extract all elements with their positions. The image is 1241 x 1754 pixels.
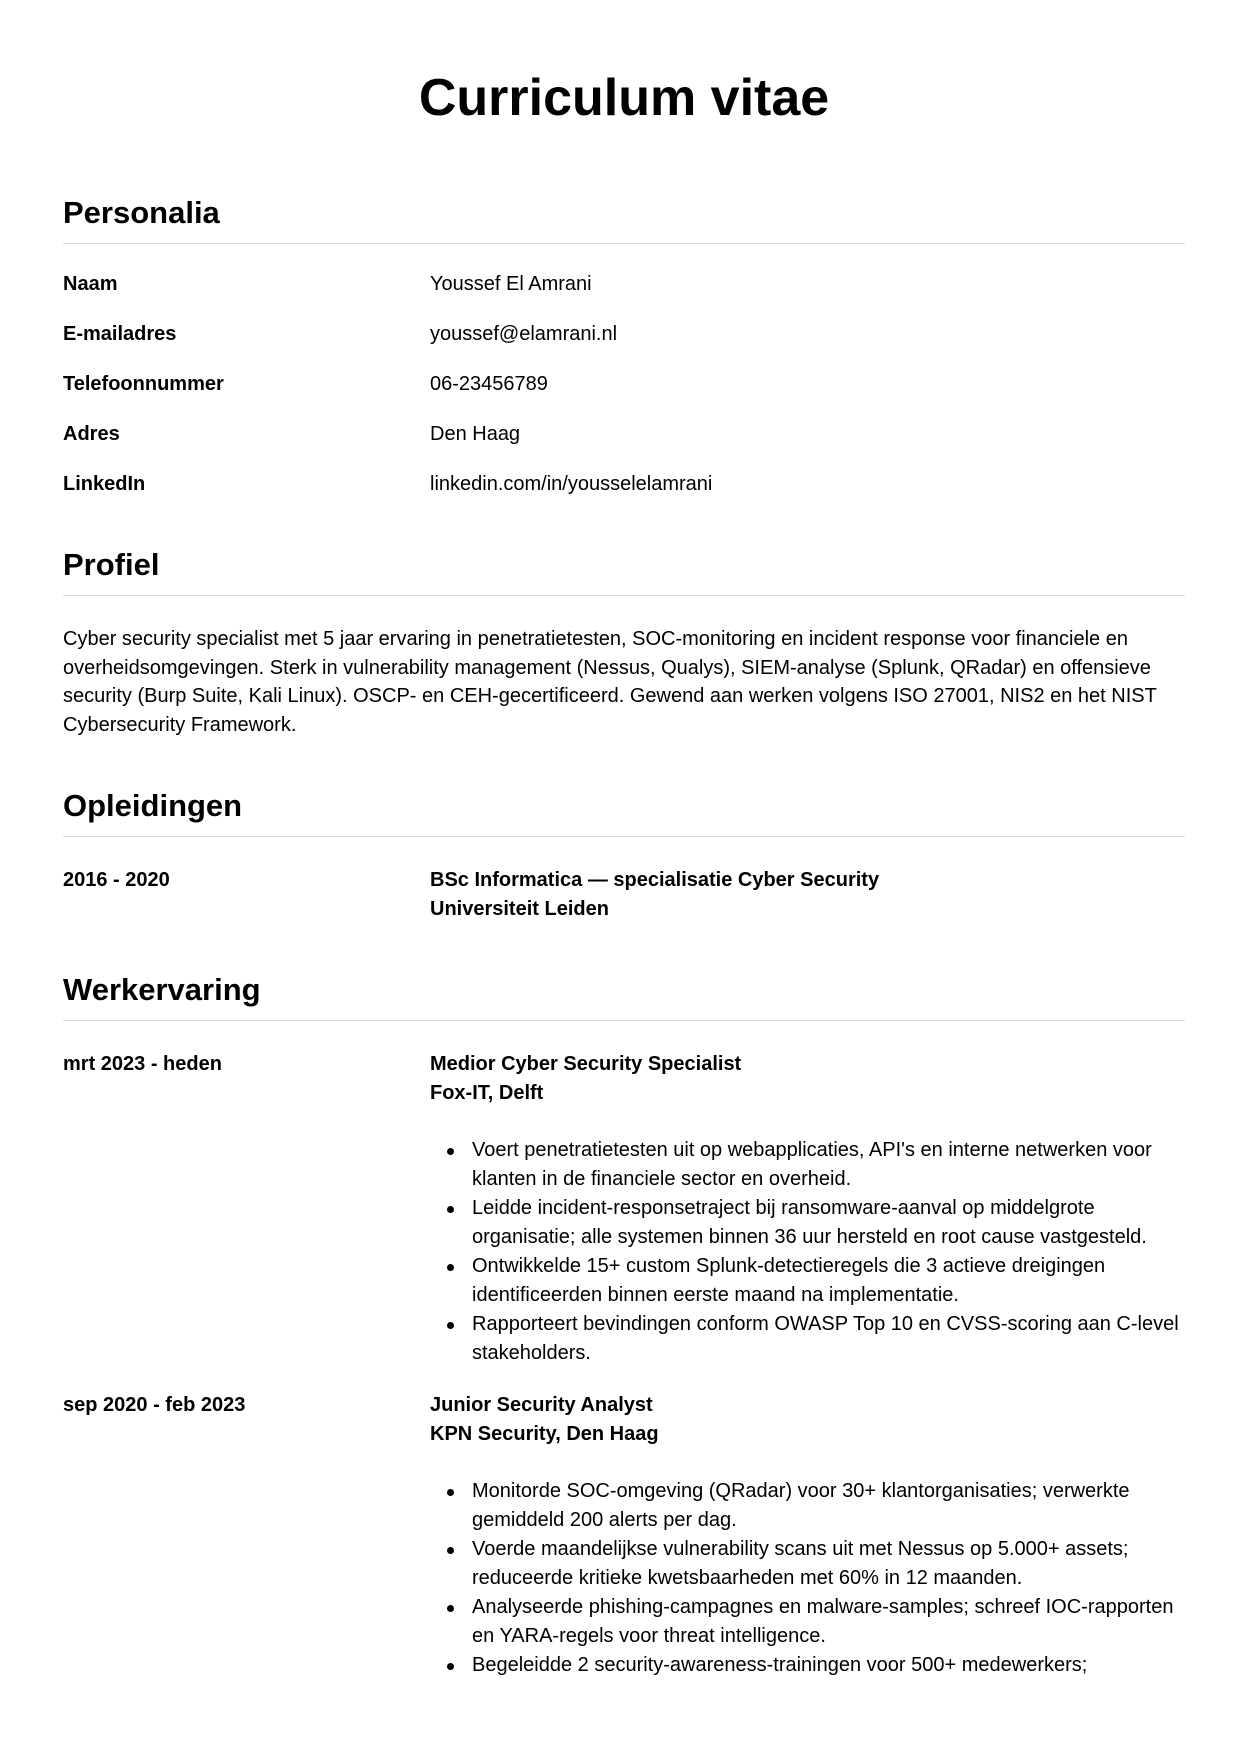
- section-heading-profiel: Profiel: [63, 545, 1185, 596]
- entry-organization: Fox-IT, Delft: [430, 1082, 544, 1104]
- personalia-row-linkedin: [63, 470, 1185, 520]
- entry-period: sep 2020 - feb 2023: [63, 1394, 246, 1416]
- section-heading-opleidingen: Opleidingen: [63, 786, 1185, 837]
- list-item: Begeleidde 2 security-awareness-trainingen voor 500+ medewerkers;: [472, 1651, 1185, 1680]
- entry-period: mrt 2023 - heden: [63, 1053, 222, 1075]
- document-title: Curriculum vitae: [418, 69, 830, 127]
- bullet-list: [430, 1136, 1185, 1368]
- entry-organization: KPN Security, Den Haag: [430, 1423, 659, 1445]
- entry-organization: Universiteit Leiden: [430, 898, 609, 920]
- education-entry: [63, 866, 1185, 924]
- work-entry: [63, 1391, 1185, 1680]
- profile-paragraph: Cyber security specialist met 5 jaar ervaring in penetratietesten, SOC-monitoring en incident response voor financiele en overheidsomgevingen. Sterk in vulnerability management (Nessus, Qualys), SIEM-analyse (Splunk, QRadar) en offensieve security (Burp Suite, Kali Linux). OSCP- en CEH-gecertificeerd. Gewend aan werken volgens ISO 27001, NIS2 en het NIST Cybersecurity Framework.: [63, 628, 1157, 736]
- entry-details: [430, 1391, 1185, 1680]
- section-opleidingen: [63, 786, 1185, 924]
- field-value: linkedin.com/in/yousselelamrani: [430, 473, 713, 495]
- personalia-row-email: [63, 320, 1185, 370]
- field-value: youssef@elamrani.nl: [430, 323, 618, 345]
- personalia-list: [63, 270, 1185, 520]
- entry-title: Junior Security Analyst: [430, 1394, 653, 1416]
- entry-period: 2016 - 2020: [63, 869, 170, 891]
- entry-title: BSc Informatica — specialisatie Cyber Security: [430, 869, 880, 891]
- section-personalia: [63, 193, 1185, 520]
- list-item: Voerde maandelijkse vulnerability scans uit met Nessus op 5.000+ assets; reduceerde kritieke kwetsbaarheden met 60% in 12 maanden.: [472, 1535, 1185, 1593]
- work-entry: [63, 1050, 1185, 1368]
- list-item: Analyseerde phishing-campagnes en malware-samples; schreef IOC-rapporten en YARA-regels voor threat intelligence.: [472, 1593, 1185, 1651]
- personalia-row-telefoon: [63, 370, 1185, 420]
- entry-title: Medior Cyber Security Specialist: [430, 1053, 742, 1075]
- section-werkervaring: [63, 970, 1185, 1680]
- field-label: Telefoonnummer: [63, 373, 224, 395]
- field-value: 06-23456789: [430, 373, 548, 395]
- list-item: Monitorde SOC-omgeving (QRadar) voor 30+ klantorganisaties; verwerkte gemiddeld 200 alerts per dag.: [472, 1477, 1185, 1535]
- list-item: Ontwikkelde 15+ custom Splunk-detectieregels die 3 actieve dreigingen identificeerden binnen eerste maand na implementatie.: [472, 1252, 1185, 1310]
- field-label: E-mailadres: [63, 323, 177, 345]
- field-value: Youssef El Amrani: [430, 273, 592, 295]
- entry-details: [430, 1050, 1185, 1368]
- list-item: Voert penetratietesten uit op webapplicaties, API's en interne netwerken voor klanten in de financiele sector en overheid.: [472, 1136, 1185, 1194]
- section-heading-personalia: Personalia: [63, 193, 1185, 244]
- personalia-row-adres: [63, 420, 1185, 470]
- list-item: Rapporteert bevindingen conform OWASP Top 10 en CVSS-scoring aan C-level stakeholders.: [472, 1310, 1185, 1368]
- field-label: Adres: [63, 423, 120, 445]
- list-item: Leidde incident-responsetraject bij ransomware-aanval op middelgrote organisatie; alle systemen binnen 36 uur hersteld en root cause vastgesteld.: [472, 1194, 1185, 1252]
- entry-details: [430, 866, 1185, 924]
- field-label: Naam: [63, 273, 118, 295]
- field-value: Den Haag: [430, 423, 521, 445]
- personalia-row-naam: [63, 270, 1185, 320]
- section-heading-werkervaring: Werkervaring: [63, 970, 1185, 1021]
- section-profiel: [63, 545, 1185, 739]
- field-label: LinkedIn: [63, 473, 146, 495]
- bullet-list: [430, 1477, 1185, 1680]
